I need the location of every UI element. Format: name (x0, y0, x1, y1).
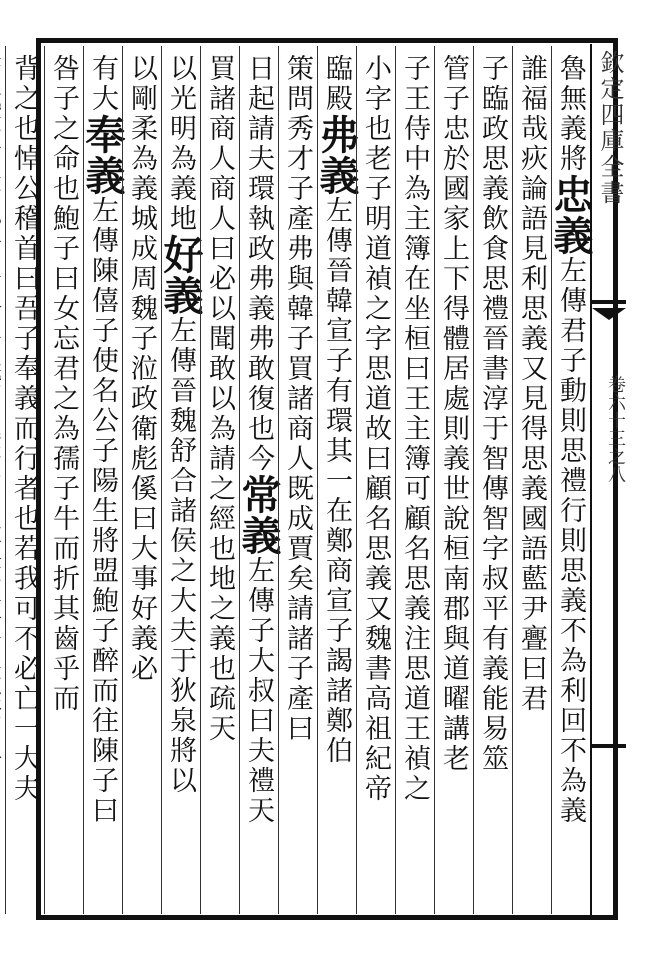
text-column (547, 46, 594, 914)
text-column (122, 46, 161, 914)
column-text: 魯無義將 (555, 54, 586, 174)
entry-heading: 好義 (157, 234, 204, 316)
entry-heading: 常義 (235, 474, 282, 556)
column-text: 臨殿 (321, 54, 352, 114)
column-text: 管子忠於國家上下得體居處則義世說桓南郡與道曜講老 (438, 54, 469, 774)
text-column (235, 46, 282, 914)
entry-heading: 忠義 (547, 174, 594, 256)
column-annotation: 左傳君子動則思禮行則思義不為利回不為義 (555, 256, 586, 826)
column-text: 誰福哉 (516, 54, 547, 144)
text-column (157, 46, 204, 914)
column-annotation: 左傳陳僖子使名公子陽生將盟鮑子醉而往陳子曰 (87, 196, 118, 826)
column-text: 咎 (48, 54, 79, 84)
text-column (44, 46, 83, 914)
column-text: 有大 (87, 54, 118, 114)
text-column (5, 46, 44, 914)
text-column (278, 46, 317, 914)
chapter-label: 卷六十三之八 (605, 375, 626, 483)
text-column (395, 46, 434, 914)
text-column (356, 46, 395, 914)
entry-heading: 弗義 (313, 114, 360, 196)
text-column (473, 46, 512, 914)
column-text: 子王侍中為主簿在坐桓曰王主簿可顧名思義注思道王禎之 (399, 54, 430, 804)
text-columns (9, 46, 594, 914)
lower-mark (592, 744, 626, 748)
fishtail-mark (592, 300, 626, 322)
column-text: 日起請夫環執政弗義弗敢復也今 (243, 54, 274, 474)
entry-heading: 奉義 (79, 114, 126, 196)
book-title: 欽定四庫全書 (596, 50, 624, 206)
text-column (79, 46, 126, 914)
column-text: 以光明為義地 (165, 54, 196, 234)
column-text: 策問秀才 (282, 54, 313, 174)
text-column (434, 46, 473, 914)
column-annotation: 左傳晉魏舒合諸侯之大夫于狄泉將以 (165, 316, 196, 796)
column-text: 買諸商人商人曰必以聞敢以為請 (204, 54, 235, 474)
column-annotation: 子產弗與韓子買諸商人既成賈矣請諸子產曰 (282, 174, 313, 744)
column-text: 子臨政思義飲食思禮晉書淳于智傳智字叔平有義能易筮 (477, 54, 508, 774)
column-text (0, 54, 1, 774)
text-column (313, 46, 360, 914)
column-annotation: 子之命也鮑子曰女忘君之為孺子牛而折其齒乎而 (48, 84, 79, 714)
column-annotation: 疢論語見利思義又見得思義國語藍尹亹曰君 (516, 144, 547, 714)
column-annotation: 城成周魏子涖政衛彪傒曰大事好義必 (126, 204, 157, 684)
text-column (200, 46, 239, 914)
column-annotation: 左傳子大叔曰夫禮天 (243, 556, 274, 826)
text-column (512, 46, 551, 914)
column-annotation: 左傳晉韓宣子有環其一在鄭商宣子謁諸鄭伯 (321, 196, 352, 766)
column-text: 小字也老子明道禎之字思道故曰顧名思義又魏書高祖紀帝 (360, 54, 391, 804)
column-text: 背之也悼公稽首曰吾子奉義而行者也若我可不必亡一大夫 (9, 54, 40, 804)
column-text: 以剛柔為義 (126, 54, 157, 204)
column-annotation: 之經也地之義也疏天 (204, 474, 235, 744)
